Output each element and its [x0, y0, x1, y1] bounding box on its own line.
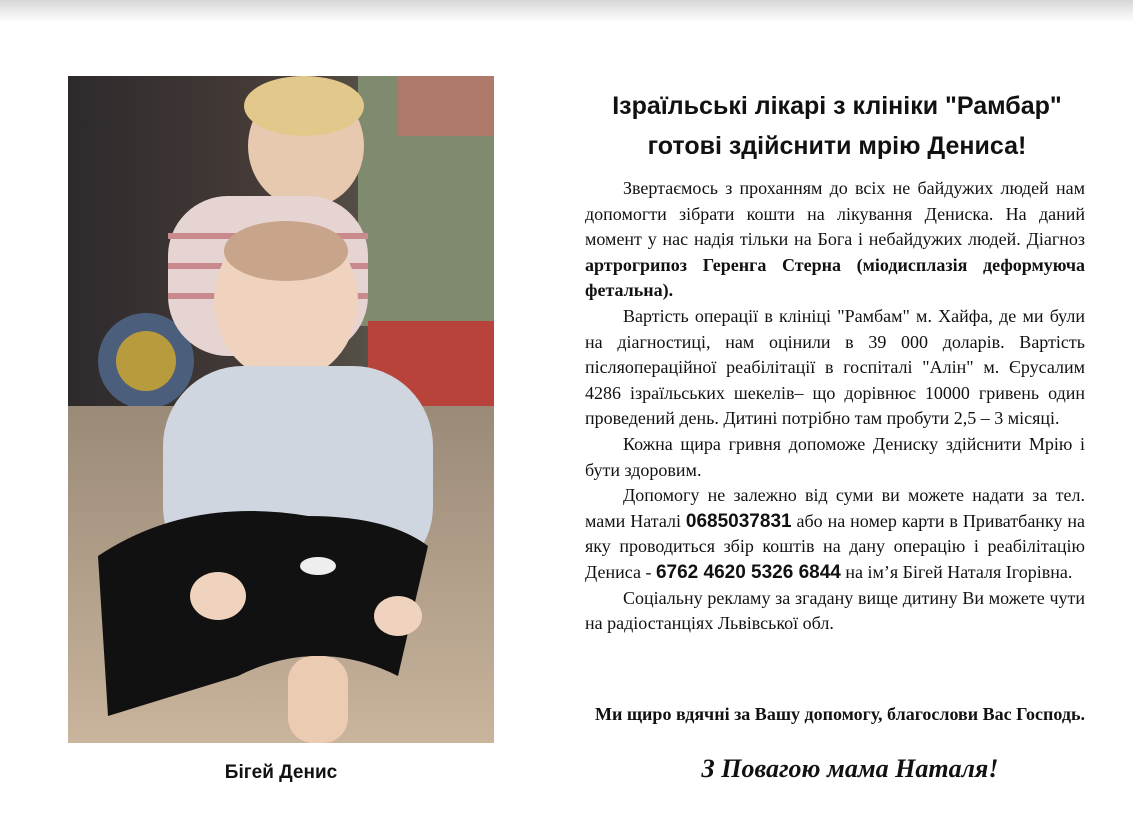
paragraph-radio: Соціальну рекламу за згадану вище дитину Ви можете чути на радіостанціях Львівської обл. — [585, 587, 1085, 634]
paragraph-hope: Кожна щира гривня допоможе Дениску здійснити Мрію і бути здоровим. — [585, 433, 1085, 480]
headline-line-2: готові здійснити мрію Дениса! — [647, 132, 1027, 160]
photo-caption: Бігей Денис — [224, 762, 338, 783]
donate-text-a: Допомогу не залежно від суми ви можете надати за тел. мами Наталі — [585, 485, 1085, 531]
headline — [572, 86, 1102, 166]
signature: З Повагою мама Наталя! — [701, 754, 999, 783]
paragraph-cost: Вартість операції в клініці "Рамбам" м. Хайфа, де ми були на діагностиці, нам оцінили в 39 000 доларів. Вартість післяопераційної реабілітації в госпіталі "Алін" м. Єрусалим 4286 ізраїльських шекелів– що дорівнює 10000 гривень один проведений день. Дитині потрібно там пробути 2,5 – 3 місяці. — [585, 305, 1085, 429]
photo-of-two-children-icon — [68, 76, 494, 743]
paragraph-donate — [585, 483, 1085, 585]
paragraph-request — [585, 176, 1085, 304]
request-text: Звертаємось з проханням до всіх не байдужих людей нам допомогти зібрати кошти на лікування Дениска. На даний момент у нас надія тільки на Бога і небайдужих людей. Діагноз — [585, 178, 1085, 250]
donate-text-b: або на номер карти в Приватбанку на яку проводиться збір коштів на дану операцію і реабілітацію Дениса - — [585, 510, 1085, 582]
donate-text-c: на ім’я Бігей Наталя Ігорівна. — [840, 561, 1073, 582]
appeal-text — [585, 176, 1085, 637]
children-photo — [68, 76, 494, 743]
headline-line-1: Ізраїльські лікарі з клініки "Рамбар" — [612, 92, 1062, 120]
scan-edge — [0, 0, 1133, 22]
phone-number: 0685037831 — [685, 510, 792, 532]
diagnosis: артрогрипоз Геренга Стерна (міодисплазія деформуюча фетальна). — [585, 254, 1085, 301]
card-number: 6762 4620 5326 6844 — [655, 561, 841, 583]
thanks-text: Ми щиро вдячні за Вашу допомогу, благослови Вас Господь. — [595, 704, 1085, 724]
